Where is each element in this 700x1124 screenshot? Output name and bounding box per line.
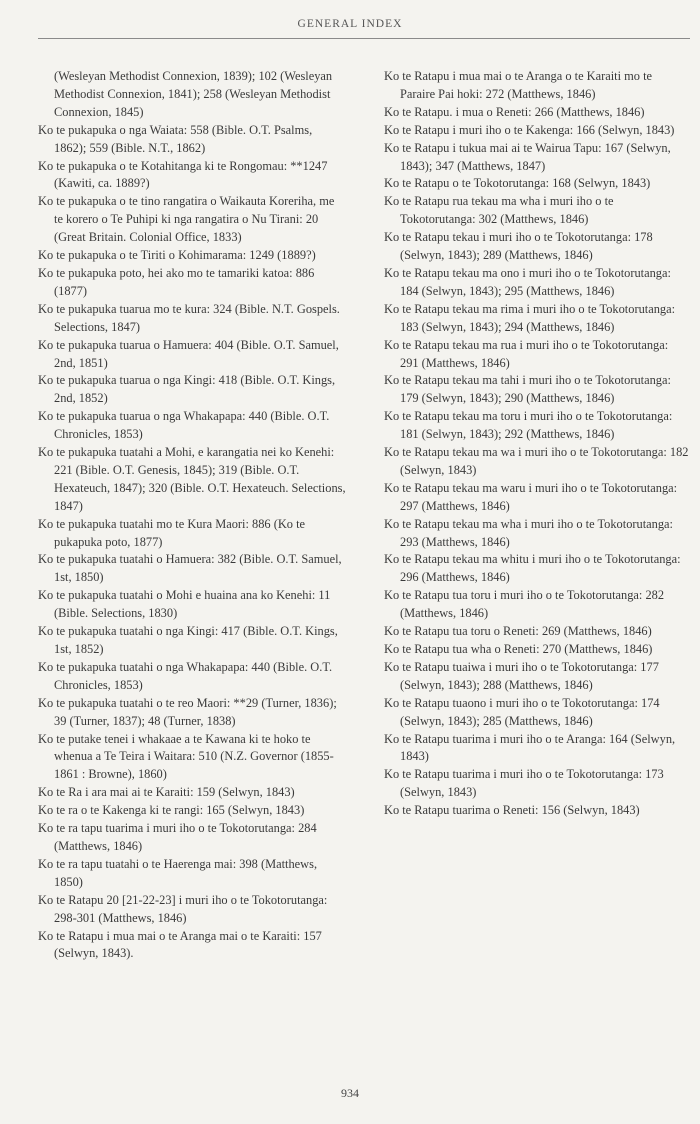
index-entry: Ko te pukapuka o te Kotahitanga ki te Rongomau: **1247 (Kawiti, ca. 1889?) (38, 158, 328, 191)
index-entry: Ko te Ratapu tua toru o Reneti: 269 (Matthews, 1846) (384, 624, 652, 639)
index-entry: Ko te Ratapu tekau ma rua i muri iho o te Tokotorutanga: 291 (Matthews, 1846) (384, 337, 669, 370)
index-entry: Ko te Ratapu i muri iho o te Kakenga: 166 (Selwyn, 1843) (384, 122, 675, 137)
index-entry: Ko te Ratapu tuarima i muri iho o te Tokotorutanga: 173 (Selwyn, 1843) (384, 767, 664, 800)
index-entry: (Wesleyan Methodist Connexion, 1839); 102 (Wesleyan Methodist Connexion, 1841); 258 (Wesleyan Methodist Connexion, 1845) (54, 69, 333, 119)
index-entry: Ko te Ratapu tuaono i muri iho o te Tokotorutanga: 174 (Selwyn, 1843); 285 (Matthews, 1846) (384, 695, 660, 728)
index-entry: Ko te pukapuka tuarua mo te kura: 324 (Bible. N.T. Gospels. Selections, 1847) (38, 301, 340, 334)
index-entry: Ko te pukapuka tuatahi o te reo Maori: **29 (Turner, 1836); 39 (Turner, 1837); 48 (Turner, 1838) (38, 695, 337, 728)
index-entry: Ko te Ra i ara mai ai te Karaiti: 159 (Selwyn, 1843) (38, 785, 295, 800)
index-entry: Ko te pukapuka tuatahi a Mohi, e karangatia nei ko Kenehi: 221 (Bible. O.T. Genesis, 1845); 319 (Bible. O.T. Hexateuch, 1847); 320 (Bible. O.T. Hexateuch. Selections, 1847) (38, 445, 346, 513)
index-entry: Ko te putake tenei i whakaae a te Kawana ki te hoko te whenua a Te Teira i Waitara: 510 (N.Z. Governor (1855-1861 : Browne), 1860) (38, 731, 334, 782)
index-entry: Ko te pukapuka tuarua o nga Kingi: 418 (Bible. O.T. Kings, 2nd, 1852) (38, 373, 336, 406)
index-entry: Ko te Ratapu o te Tokotorutanga: 168 (Selwyn, 1843) (384, 176, 651, 191)
index-entry: Ko te Ratapu tua toru i muri iho o te Tokotorutanga: 282 (Matthews, 1846) (384, 588, 665, 621)
index-entry: Ko te pukapuka tuatahi o Hamuera: 382 (Bible. O.T. Samuel, 1st, 1850) (38, 552, 342, 585)
index-entry: Ko te ra o te Kakenga ki te rangi: 165 (Selwyn, 1843) (38, 803, 305, 818)
header-rule (38, 38, 690, 39)
index-entry: Ko te Ratapu tuarima o Reneti: 156 (Selwyn, 1843) (384, 803, 640, 818)
right-column (384, 68, 689, 820)
index-entry: Ko te Ratapu tekau ma whitu i muri iho o te Tokotorutanga: 296 (Matthews, 1846) (384, 552, 681, 585)
index-entry: Ko te Ratapu tuarima i muri iho o te Aranga: 164 (Selwyn, 1843) (384, 731, 676, 764)
index-entry: Ko te pukapuka tuatahi o nga Whakapapa: 440 (Bible. O.T. Chronicles, 1853) (38, 659, 333, 692)
index-entry: Ko te Ratapu tekau ma rima i muri iho o te Tokotorutanga: 183 (Selwyn, 1843); 294 (Matthews, 1846) (384, 301, 676, 334)
index-entry: Ko te Ratapu tekau ma waru i muri iho o te Tokotorutanga: 297 (Matthews, 1846) (384, 480, 678, 513)
running-header: GENERAL INDEX (297, 18, 403, 30)
index-entry: Ko te Ratapu rua tekau ma wha i muri iho o te Tokotorutanga: 302 (Matthews, 1846) (384, 194, 614, 227)
page-number: 934 (341, 1086, 359, 1100)
index-entry: Ko te pukapuka tuatahi mo te Kura Maori: 886 (Ko te pukapuka poto, 1877) (38, 516, 306, 549)
index-entry: Ko te Ratapu i mua mai o te Aranga o te Karaiti mo te Paraire Pai hoki: 272 (Matthews, 1846) (384, 69, 653, 101)
index-entry: Ko te Ratapu 20 [21-22-23] i muri iho o te Tokotorutanga: 298-301 (Matthews, 1846) (38, 892, 328, 925)
index-entry: Ko te pukapuka o nga Waiata: 558 (Bible. O.T. Psalms, 1862); 559 (Bible. N.T., 1862) (38, 122, 313, 155)
index-entry: Ko te Ratapu tua wha o Reneti: 270 (Matthews, 1846) (384, 642, 653, 656)
index-entry: Ko te Ratapu tekau ma tahi i muri iho o te Tokotorutanga: 179 (Selwyn, 1843); 290 (Matthews, 1846) (384, 373, 671, 406)
index-entry: Ko te ra tapu tuatahi o te Haerenga mai: 398 (Matthews, 1850) (38, 856, 318, 889)
index-entry: Ko te Ratapu tekau ma ono i muri iho o te Tokotorutanga: 184 (Selwyn, 1843); 295 (Matthews, 1846) (384, 265, 671, 298)
index-entry: Ko te pukapuka tuatahi o nga Kingi: 417 (Bible. O.T. Kings, 1st, 1852) (38, 624, 338, 656)
index-entry: Ko te Ratapu. i mua o Reneti: 266 (Matthews, 1846) (384, 104, 645, 119)
index-entry: Ko te pukapuka tuarua o nga Whakapapa: 440 (Bible. O.T. Chronicles, 1853) (38, 409, 330, 442)
index-entry: Ko te Ratapu tuaiwa i muri iho o te Tokotorutanga: 177 (Selwyn, 1843); 288 (Matthews, 1846) (384, 659, 659, 692)
index-entry: Ko te ra tapu tuarima i muri iho o te Tokotorutanga: 284 (Matthews, 1846) (38, 821, 317, 853)
index-entry: Ko te Ratapu i tukua mai ai te Wairua Tapu: 167 (Selwyn, 1843); 347 (Matthews, 1847) (384, 140, 671, 173)
index-entry: Ko te Ratapu tekau ma wa i muri iho o te Tokotorutanga: 182 (Selwyn, 1843) (384, 445, 689, 477)
index-entry: Ko te Ratapu tekau ma toru i muri iho o te Tokotorutanga: 181 (Selwyn, 1843); 292 (Matthews, 1846) (384, 409, 673, 442)
index-entry: Ko te pukapuka tuatahi o Mohi e huaina ana ko Kenehi: 11 (Bible. Selections, 1830) (38, 588, 331, 621)
index-entry: Ko te pukapuka poto, hei ako mo te tamariki katoa: 886 (1877) (38, 265, 315, 298)
index-entry: Ko te Ratapu i mua mai o te Aranga mai o te Karaiti: 157 (Selwyn, 1843). (38, 928, 322, 961)
index-entry: Ko te pukapuka o te tino rangatira o Waikauta Koreriha, me te korero o Te Puhipi ki nga rangatira o Nu Tirani: 20 (Great Britain. Colonial Office, 1833) (38, 194, 335, 245)
index-entry: Ko te Ratapu tekau ma wha i muri iho o te Tokotorutanga: 293 (Matthews, 1846) (384, 516, 673, 549)
index-entry: Ko te pukapuka o te Tiriti o Kohimarama: 1249 (1889?) (38, 248, 316, 263)
index-entry: Ko te pukapuka tuarua o Hamuera: 404 (Bible. O.T. Samuel, 2nd, 1851) (38, 337, 339, 370)
left-column (38, 68, 346, 963)
index-entry: Ko te Ratapu tekau i muri iho o te Tokotorutanga: 178 (Selwyn, 1843); 289 (Matthews, 1846) (384, 230, 653, 263)
